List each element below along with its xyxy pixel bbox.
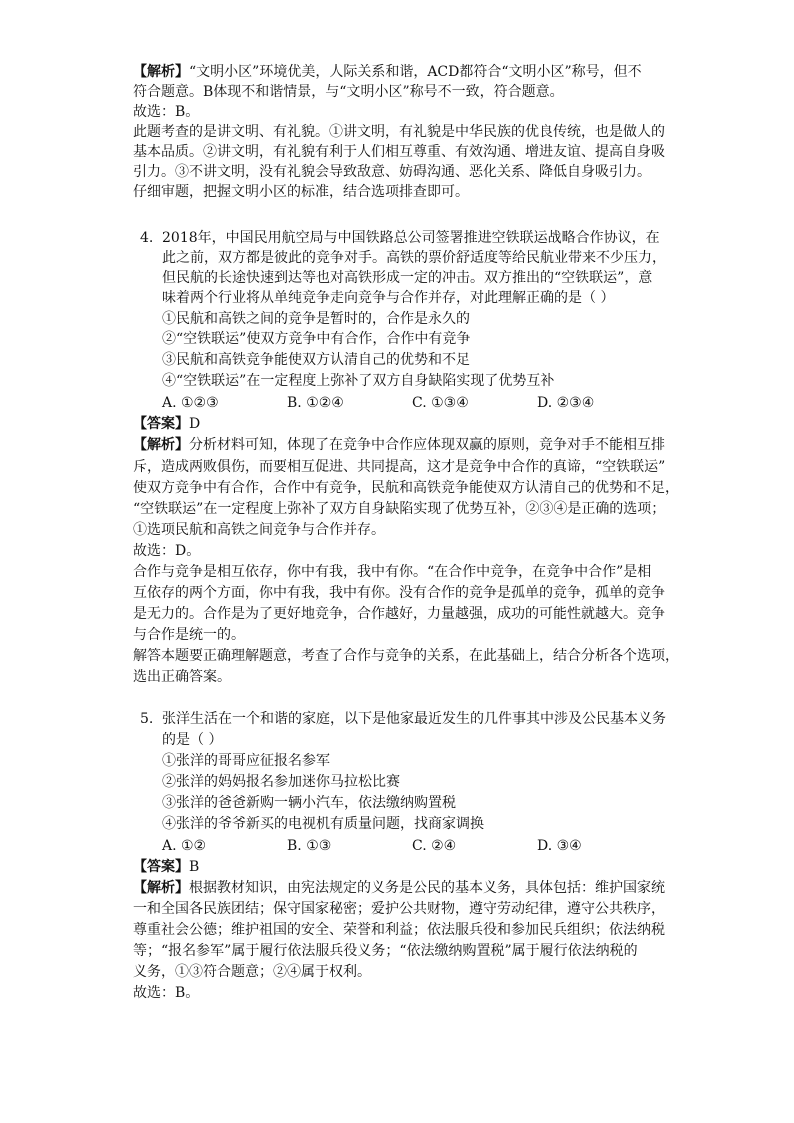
- question-number: 5.: [140, 711, 154, 727]
- text-line: 与合作是统一的。: [133, 627, 245, 643]
- question-stem: 2018年，中国民用航空局与中国铁路总公司签署推进空铁联运战略合作协议，在: [162, 230, 660, 246]
- analysis-line: 【解析】分析材料可知，体现了在竞争中合作应体现双赢的原则，竞争对手不能相互排: [133, 437, 665, 453]
- option-b: B. ①②④: [287, 395, 344, 411]
- text-line: 基本品质。②讲文明，有礼貌有利于人们相互尊重、有效沟通、增进友谊、提高自身吸: [133, 144, 665, 160]
- question-stem: 此之前，双方都是彼此的竞争对手。高铁的票价舒适度等给民航业带来不少压力，: [162, 250, 666, 266]
- text-line: 此题考查的是讲文明、有礼貌。①讲文明，有礼貌是中华民族的优良传统，也是做人的: [133, 124, 665, 140]
- text-line: 使双方竞争中有合作，合作中有竞争，民航和高铁竞争能使双方认清自己的优势和不足，: [133, 480, 679, 496]
- text-line: 义务，①③符合题意；②④属于权利。: [133, 964, 371, 980]
- option-c: C. ①③④: [412, 395, 469, 411]
- analysis-line: 【解析】“文明小区”环境优美，人际关系和谐，ACD都符合“文明小区”称号，但不: [133, 64, 642, 80]
- statement: ④张洋的爷爷新买的电视机有质量问题，找商家调换: [162, 816, 484, 832]
- text-line: 故选：B。: [133, 985, 200, 1001]
- text-line: 故选：D。: [133, 543, 201, 559]
- option-a: A. ①②: [162, 838, 207, 854]
- text-line: “空铁联运”在一定程度上弥补了双方自身缺陷实现了优势互补，②③④是正确的选项；: [133, 501, 666, 517]
- text-line: 引力。③不讲文明，没有礼貌会导致敌意、妨碍沟通、恶化关系、降低自身吸引力。: [133, 164, 651, 180]
- text-line: 合作与竞争是相互依存，你中有我，我中有你。“在合作中竞争，在竞争中合作”是相: [133, 564, 652, 580]
- answer-tag: 【答案】: [133, 859, 189, 875]
- text-line: 一和全国各民族团结；保守国家秘密；爱护公共财物，遵守劳动纪律，遵守公共秩序，: [133, 901, 665, 917]
- text-line: ①选项民航和高铁之间竞争与合作并存。: [133, 522, 385, 538]
- option-d: D. ②③④: [537, 395, 595, 411]
- question-number: 4.: [140, 230, 154, 246]
- analysis-tag: 【解析】: [133, 64, 189, 80]
- analysis-tag: 【解析】: [133, 880, 189, 896]
- text-line: 是无力的。合作是为了更好地竞争，合作越好，力量越强，成功的可能性就越大。竞争: [133, 606, 665, 622]
- text-line: 解答本题要正确理解题意，考查了合作与竞争的关系，在此基础上，结合分析各个选项，: [133, 648, 679, 664]
- question-stem: 的是（ ）: [162, 732, 223, 748]
- answer-tag: 【答案】: [133, 416, 189, 432]
- question-stem: 味着两个行业将从单纯竞争走向竞争与合作并存，对此理解正确的是（ ）: [162, 290, 615, 306]
- statement: ②张洋的妈妈报名参加迷你马拉松比赛: [162, 774, 400, 790]
- statement: ②“空铁联运”使双方竞争中有合作，合作中有竞争: [162, 331, 471, 347]
- answer-value: D: [189, 416, 201, 432]
- option-a: A. ①②③: [162, 395, 219, 411]
- text-line: 选出正确答案。: [133, 669, 231, 685]
- text-line: 斥，造成两败俱伤，而要相互促进、共同提高，这才是竞争中合作的真谛，“空铁联运”: [133, 459, 666, 475]
- question-stem: 但民航的长途快速到达等也对高铁形成一定的冲击。双方推出的“空铁联运”，意: [162, 270, 653, 286]
- answer-line: [133, 857, 199, 877]
- analysis-line: 【解析】根据教材知识，由宪法规定的义务是公民的基本义务，具体包括：维护国家统: [133, 880, 665, 896]
- text-line: 符合题意。B体现不和谐情景，与“文明小区”称号不一致，符合题意。: [133, 84, 564, 100]
- text-line: 故选：B。: [133, 104, 200, 120]
- statement: ③张洋的爸爸新购一辆小汽车，依法缴纳购置税: [162, 795, 456, 811]
- text-line: 互依存的两个方面，你中有我，我中有你。没有合作的竞争是孤单的竞争，孤单的竞争: [133, 585, 665, 601]
- option-c: C. ②④: [412, 838, 457, 854]
- answer-line: [133, 414, 200, 434]
- answer-value: B: [189, 859, 200, 875]
- analysis-tag: 【解析】: [133, 437, 189, 453]
- text-line: 仔细审题，把握文明小区的标准，结合选项排查即可。: [133, 184, 469, 200]
- question-stem: 张洋生活在一个和谐的家庭，以下是他家最近发生的几件事其中涉及公民基本义务: [162, 711, 666, 727]
- text-line: 尊重社会公德；维护祖国的安全、荣誉和利益；依法服兵役和参加民兵组织；依法纳税: [133, 922, 665, 938]
- option-b: B. ①③: [287, 838, 332, 854]
- statement: ①民航和高铁之间的竞争是暂时的，合作是永久的: [162, 311, 470, 327]
- statement: ④“空铁联运”在一定程度上弥补了双方自身缺陷实现了优势互补: [162, 373, 555, 389]
- statement: ①张洋的哥哥应征报名参军: [162, 753, 330, 769]
- text-line: 等；“报名参军”属于履行依法服兵役义务；“依法缴纳购置税”属于履行依法纳税的: [133, 943, 638, 959]
- statement: ③民航和高铁竞争能使双方认清自己的优势和不足: [162, 352, 470, 368]
- option-d: D. ③④: [537, 838, 582, 854]
